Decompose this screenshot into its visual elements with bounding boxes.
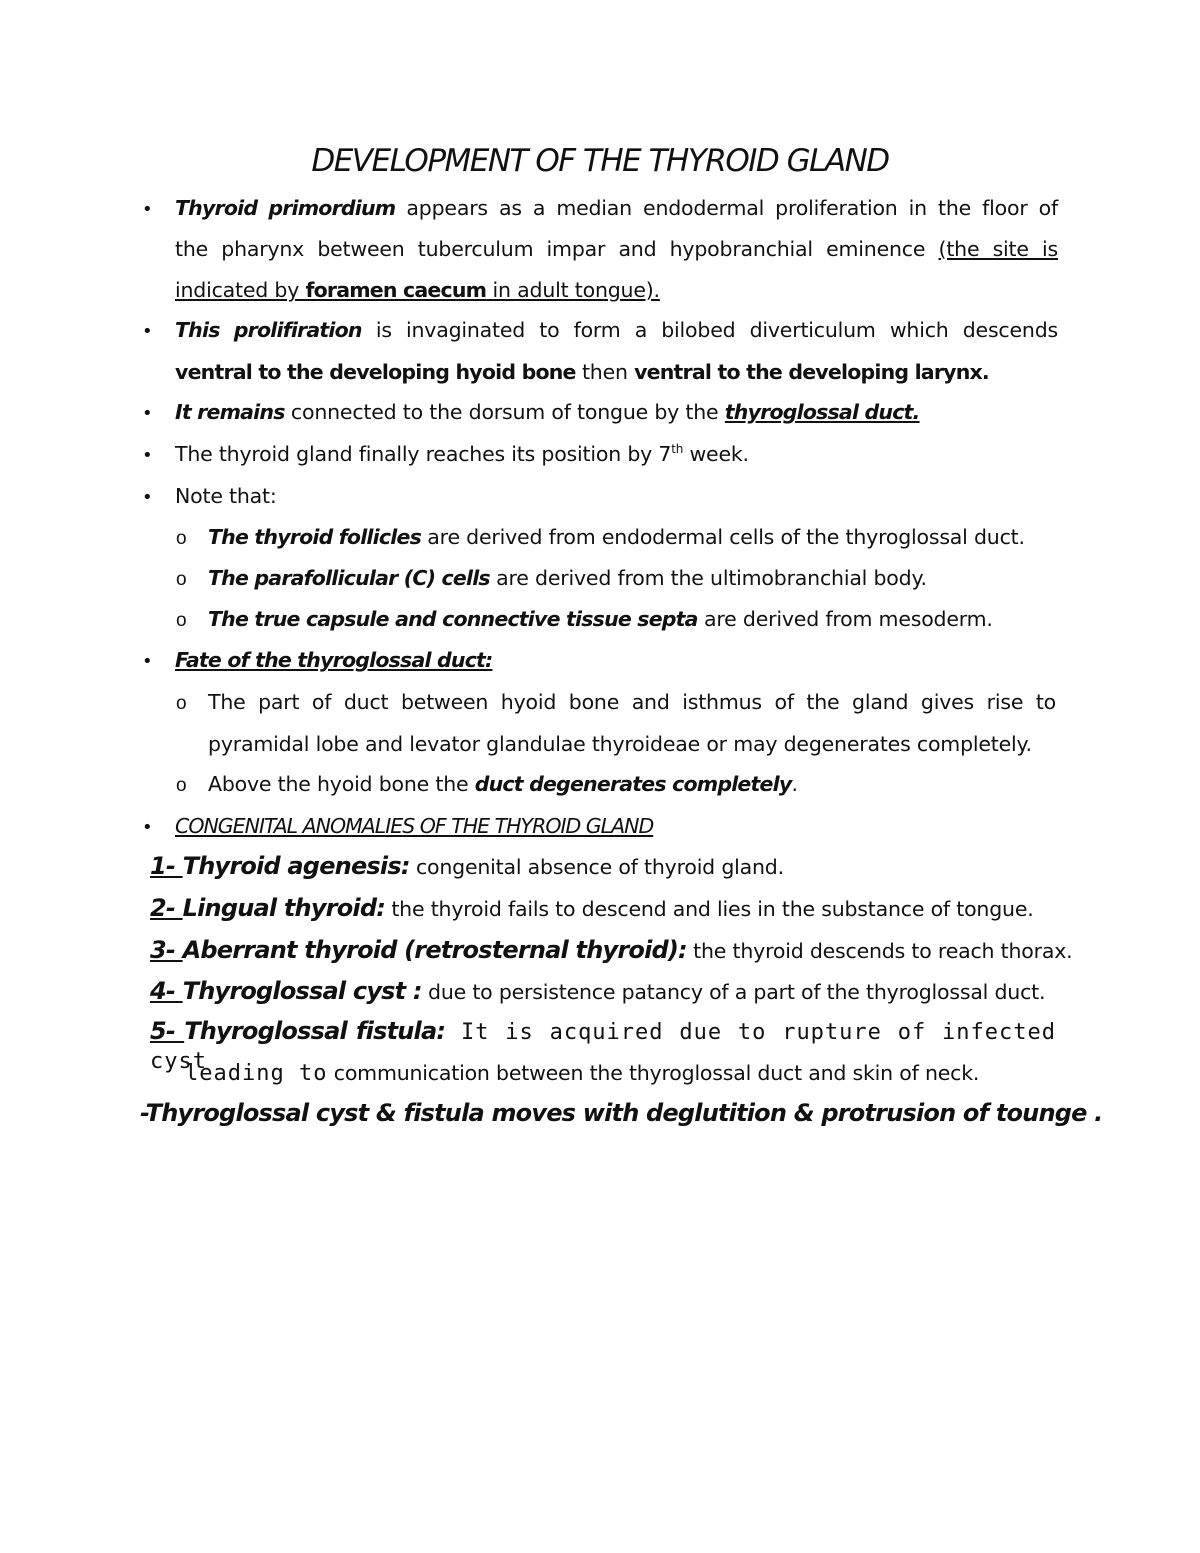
- text-span: the pharynx between tuberculum impar and hypobranchial eminence: [175, 237, 939, 261]
- paragraph-line: [175, 235, 1058, 263]
- text-span: are derived from endodermal cells of the thyroglossal duct.: [420, 525, 1025, 549]
- sub-bullet-marker: o: [176, 528, 187, 549]
- text-span: It is acquired due to rupture of infected cyst: [150, 1020, 1056, 1074]
- sub-bullet-marker: o: [176, 775, 187, 796]
- sub-bullet-marker: o: [176, 610, 187, 631]
- anomaly-item: [150, 936, 1072, 965]
- heading-text: CONGENITAL ANOMALIES OF THE THYROID GLAND: [175, 814, 654, 838]
- text-span: then: [575, 360, 635, 384]
- heading-text: Fate of the thyroglossal duct:: [175, 648, 493, 672]
- text-span: connected to the dorsum of tongue by the: [284, 400, 725, 424]
- sub-bullet-marker: o: [176, 693, 187, 714]
- term-thyroglossal-duct: thyroglossal duct.: [724, 400, 920, 424]
- bullet-marker: •: [142, 445, 153, 466]
- list-item: [208, 605, 993, 633]
- paragraph-line: [175, 194, 1058, 222]
- text-span: the thyroid descends to reach thorax.: [686, 939, 1073, 963]
- sub-bullet-marker: o: [176, 569, 187, 590]
- note-text: -Thyroglossal cyst & fistula moves with deglutition & protrusion of tounge .: [140, 1099, 1103, 1127]
- text-span: the thyroid fails to descend and lies in the substance of tongue.: [385, 897, 1034, 921]
- bullet-marker: •: [142, 487, 153, 508]
- term-prolifiration: This prolifiration: [175, 318, 362, 342]
- item-number: 2-: [150, 894, 183, 922]
- anomaly-item: [150, 977, 1045, 1006]
- text-span: communication between the thyroglossal duct and skin of neck.: [327, 1061, 980, 1085]
- list-item: [208, 564, 927, 592]
- paragraph-line: Note that:: [175, 484, 277, 508]
- text-span: The thyroid gland finally reaches its position by 7: [175, 442, 672, 466]
- text-span: leading to: [185, 1061, 328, 1086]
- text-span: Above the hyoid bone the: [208, 772, 475, 796]
- list-item: The part of duct between hyoid bone and isthmus of the gland gives rise to: [208, 690, 1056, 714]
- text-span: week.: [683, 442, 749, 466]
- closing-note: [140, 1099, 1102, 1128]
- paragraph-line: [175, 358, 989, 386]
- term-parafollicular-cells: The parafollicular (C) cells: [208, 566, 490, 590]
- term-duct-degenerates: duct degenerates completely: [474, 772, 792, 796]
- bold-text: ventral to the developing larynx.: [634, 360, 989, 384]
- item-number: 1-: [150, 852, 183, 880]
- text-span: .: [791, 772, 798, 796]
- anomaly-item-continuation: [185, 1059, 979, 1088]
- term-true-capsule: The true capsule and connective tissue septa: [208, 607, 698, 631]
- item-number: 3-: [150, 936, 183, 964]
- paragraph-line: [175, 276, 660, 304]
- section-heading-anomalies: [175, 812, 653, 840]
- text-span: due to persistence patancy of a part of the thyroglossal duct.: [421, 980, 1046, 1004]
- underlined-text: in adult tongue).: [486, 278, 660, 302]
- bullet-marker: •: [142, 403, 153, 424]
- bullet-marker: •: [142, 199, 153, 220]
- term-thyroid-primordium: Thyroid primordium: [175, 196, 396, 220]
- paragraph-line: [175, 440, 749, 468]
- superscript: th: [671, 442, 684, 457]
- paragraph-line: [175, 398, 920, 426]
- anomaly-term: Thyroglossal fistula:: [184, 1017, 446, 1045]
- paragraph-line: [175, 316, 1058, 344]
- term-thyroid-follicles: The thyroid follicles: [208, 525, 421, 549]
- bullet-marker: •: [142, 321, 153, 342]
- text-span: are derived from mesoderm.: [697, 607, 993, 631]
- term-it-remains: It remains: [175, 400, 285, 424]
- list-item: [208, 523, 1025, 551]
- underlined-text: (the site is: [938, 237, 1058, 261]
- item-number: 5-: [150, 1017, 185, 1045]
- underlined-text: indicated by: [175, 278, 306, 302]
- item-number: 4-: [150, 977, 183, 1005]
- text-span: are derived from the ultimobranchial body.: [489, 566, 927, 590]
- bullet-marker: •: [142, 651, 153, 672]
- text-span: appears as a median endodermal proliferation in the floor of: [395, 196, 1058, 220]
- list-item-continuation: pyramidal lobe and levator glandulae thyroideae or may degenerates completely.: [208, 732, 1032, 756]
- text-span: congenital absence of thyroid gland.: [409, 855, 784, 879]
- bullet-marker: •: [142, 817, 153, 838]
- anomaly-term: Lingual thyroid:: [182, 894, 386, 922]
- page-title: DEVELOPMENT OF THE THYROID GLAND: [311, 143, 889, 179]
- list-item: [208, 770, 798, 798]
- text-span: is invaginated to form a bilobed diverticulum which descends: [361, 318, 1058, 342]
- anomaly-item: [150, 894, 1034, 923]
- term-foramen-caecum: foramen caecum: [305, 278, 487, 302]
- anomaly-term: Aberrant thyroid (retrosternal thyroid):: [182, 936, 687, 964]
- bold-text: ventral to the developing hyoid bone: [175, 360, 576, 384]
- anomaly-item: [150, 852, 784, 881]
- anomaly-term: Thyroid agenesis:: [182, 852, 410, 880]
- section-heading-fate: [175, 646, 492, 674]
- anomaly-term: Thyroglossal cyst :: [182, 977, 422, 1005]
